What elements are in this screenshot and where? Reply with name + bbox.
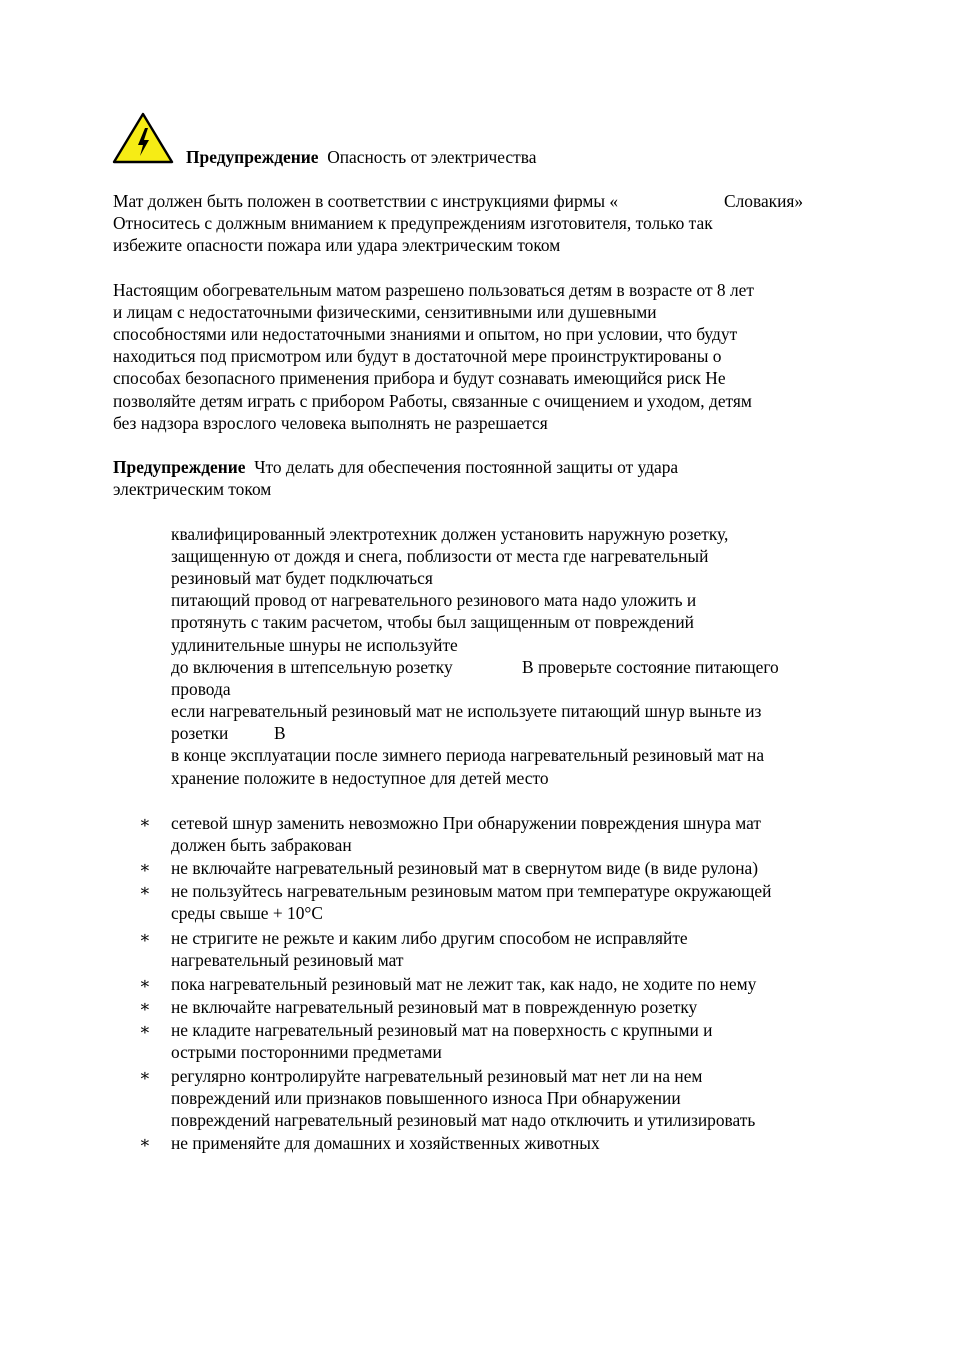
para2-line: находиться под присмотром или будут в достаточной мере проинструктированы о bbox=[113, 346, 722, 366]
instruction-line: если нагревательный резиновый мат не используете питающий шнур выньте из bbox=[171, 701, 762, 721]
bullet-symbol: ∗ bbox=[139, 881, 151, 900]
list-item: среды свыше + 10°C bbox=[171, 903, 323, 923]
header bbox=[186, 146, 536, 168]
bullet-symbol: ∗ bbox=[139, 974, 151, 993]
para1-line2: Относитесь с должным вниманием к предупреждениям изготовителя, только так bbox=[113, 213, 713, 233]
list-item: не включайте нагревательный резиновый мат в свернутом виде (в виде рулона) bbox=[171, 858, 759, 878]
instruction-line: резиновый мат будет подключаться bbox=[171, 568, 433, 588]
list-item: сетевой шнур заменить невозможно При обнаружении повреждения шнура мат bbox=[171, 813, 761, 833]
bullet-symbol: ∗ bbox=[139, 1133, 151, 1152]
para2-line: без надзора взрослого человека выполнять не разрешается bbox=[113, 413, 548, 433]
list-item: должен быть забракован bbox=[171, 835, 352, 855]
header-label: Предупреждение bbox=[186, 147, 319, 167]
list-item: регулярно контролируйте нагревательный резиновый мат нет ли на нем bbox=[171, 1066, 703, 1086]
bullet-symbol: ∗ bbox=[139, 1066, 151, 1085]
instruction-line: провода bbox=[171, 679, 231, 699]
list-item: не применяйте для домашних и хозяйственных животных bbox=[171, 1133, 600, 1153]
para1-line1b: Словакия» bbox=[724, 191, 804, 211]
instruction-line: удлинительные шнуры не используйте bbox=[171, 635, 458, 655]
warning2-label: Предупреждение bbox=[113, 457, 246, 477]
list-item: не пользуйтесь нагревательным резиновым матом при температуре окружающей bbox=[171, 881, 772, 901]
warning2-line1 bbox=[113, 456, 678, 478]
bullet-symbol: ∗ bbox=[139, 813, 151, 832]
list-item: повреждений нагревательный резиновый мат надо отключить и утилизировать bbox=[171, 1110, 756, 1130]
list-item: нагревательный резиновый мат bbox=[171, 950, 404, 970]
instruction-line: хранение положите в недоступное для детей место bbox=[171, 768, 549, 788]
para2-line: позволяйте детям играть с прибором Работы, связанные с очищением и уходом, детям bbox=[113, 391, 752, 411]
instruction-line: квалифицированный электротехник должен установить наружную розетку, bbox=[171, 524, 729, 544]
list-item: острыми посторонними предметами bbox=[171, 1042, 442, 1062]
instruction-line: розетки bbox=[171, 723, 229, 743]
header-title: Опасность от электричества bbox=[327, 147, 537, 167]
instruction-line: питающий провод от нагревательного резинового мата надо уложить и bbox=[171, 590, 697, 610]
instruction-line: в конце эксплуатации после зимнего периода нагревательный резиновый мат на bbox=[171, 745, 765, 765]
para2-line: способностями или недостаточными знаниями и опытом, но при условии, что будут bbox=[113, 324, 738, 344]
instruction-line: В bbox=[274, 723, 286, 743]
instruction-line: В проверьте состояние питающего bbox=[522, 657, 779, 677]
para2-line: способах безопасного применения прибора и будут сознавать имеющийся риск Не bbox=[113, 368, 726, 388]
instruction-line: защищенную от дождя и снега, поблизости от места где нагревательный bbox=[171, 546, 709, 566]
bullet-symbol: ∗ bbox=[139, 997, 151, 1016]
para1-line1a: Мат должен быть положен в соответствии с инструкциями фирмы « bbox=[113, 191, 619, 211]
list-item: пока нагревательный резиновый мат не лежит так, как надо, не ходите по нему bbox=[171, 974, 757, 994]
list-item: не кладите нагревательный резиновый мат на поверхность с крупными и bbox=[171, 1020, 713, 1040]
warning2-line2: электрическим током bbox=[113, 479, 272, 499]
list-item: повреждений или признаков повышенного износа При обнаружении bbox=[171, 1088, 681, 1108]
instruction-line: до включения в штепсельную розетку bbox=[171, 657, 453, 677]
high-voltage-warning-icon bbox=[112, 112, 174, 164]
para2-line: и лицам с недостаточными физическими, сензитивными или душевными bbox=[113, 302, 657, 322]
list-item: не включайте нагревательный резиновый мат в поврежденную розетку bbox=[171, 997, 698, 1017]
bullet-symbol: ∗ bbox=[139, 928, 151, 947]
instruction-line: протянуть с таким расчетом, чтобы был защищенным от повреждений bbox=[171, 612, 694, 632]
warning2-text1: Что делать для обеспечения постоянной защиты от удара bbox=[254, 457, 679, 477]
bullet-symbol: ∗ bbox=[139, 1020, 151, 1039]
para2-line: Настоящим обогревательным матом разрешено пользоваться детям в возрасте от 8 лет bbox=[113, 280, 754, 300]
bullet-symbol: ∗ bbox=[139, 858, 151, 877]
list-item: не стригите не режьте и каким либо другим способом не исправляйте bbox=[171, 928, 688, 948]
para1-line3: избежите опасности пожара или удара электрическим током bbox=[113, 235, 561, 255]
